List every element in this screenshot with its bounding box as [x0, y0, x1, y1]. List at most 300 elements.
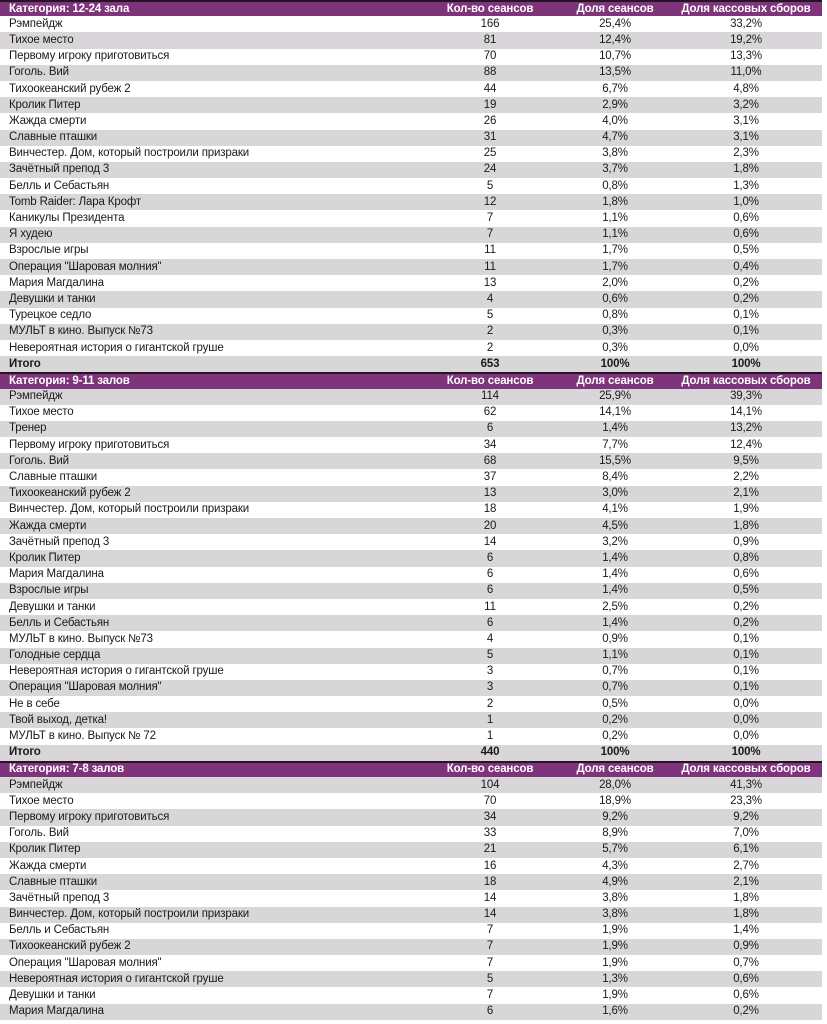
- movie-name-cell: Мария Магдалина: [9, 568, 104, 581]
- table-row: [0, 728, 822, 744]
- sessions-share-cell: 3,0%: [602, 487, 628, 500]
- column-header-0: Кол-во сеансов: [446, 2, 534, 15]
- table-row: [0, 324, 822, 340]
- table-row: [0, 113, 822, 129]
- boxoffice-share-cell: 0,5%: [733, 244, 759, 257]
- movie-name-cell: Tomb Raider: Лара Крофт: [9, 195, 142, 208]
- table-row: [0, 858, 822, 874]
- sessions-share-cell: 13,5%: [599, 66, 631, 79]
- table-row: [0, 534, 822, 550]
- sessions-share-cell: 0,8%: [602, 309, 628, 322]
- sessions-share-cell: 4,0%: [602, 114, 628, 127]
- table-row: [0, 1004, 822, 1020]
- boxoffice-share-cell: 0,2%: [733, 276, 759, 289]
- boxoffice-share-cell: 0,0%: [733, 713, 759, 726]
- boxoffice-share-cell: 12,4%: [730, 438, 762, 451]
- table-row: [0, 291, 822, 307]
- boxoffice-share-cell: 0,4%: [733, 260, 759, 273]
- sessions-count-cell: 11: [484, 260, 496, 273]
- table-row: [0, 502, 822, 518]
- boxoffice-share-cell: 3,2%: [733, 98, 759, 111]
- movie-name-cell: Твой выход, детка!: [9, 713, 107, 726]
- table-row: [0, 146, 822, 162]
- movie-name-cell: Невероятная история о гигантской груше: [9, 341, 224, 354]
- boxoffice-share-cell: 3,1%: [733, 114, 759, 127]
- table-row: [0, 259, 822, 275]
- movie-name-cell: Операция "Шаровая молния": [9, 260, 162, 273]
- table-row: [0, 939, 822, 955]
- sessions-share-cell: 0,2%: [602, 730, 628, 743]
- movie-name-cell: Взрослые игры: [9, 244, 89, 257]
- sessions-count-cell: 12: [483, 195, 497, 208]
- movie-name-cell: Первому игроку приготовиться: [9, 810, 170, 823]
- sessions-share-cell: 18,9%: [599, 794, 631, 807]
- sessions-count-cell: 5: [486, 179, 494, 192]
- sessions-share-cell: 14,1%: [599, 406, 631, 419]
- sessions-share-cell: 0,8%: [602, 179, 628, 192]
- table-row: [0, 550, 822, 566]
- table-row: [0, 210, 822, 226]
- boxoffice-share-cell: 9,5%: [733, 454, 759, 467]
- table-row: [0, 453, 822, 469]
- sessions-count-cell: 37: [483, 471, 497, 484]
- movie-name-cell: Гоголь. Вий: [9, 454, 69, 467]
- sessions-share-cell: 1,4%: [602, 551, 628, 564]
- sessions-share-cell: 1,4%: [602, 616, 628, 629]
- sessions-count-cell: 5: [486, 972, 494, 985]
- section-title: Категория: 12-24 зала: [9, 2, 130, 15]
- sessions-share-cell: 0,3%: [602, 325, 628, 338]
- movie-name-cell: Белль и Себастьян: [9, 924, 110, 937]
- movie-name-cell: МУЛЬТ в кино. Выпуск №73: [9, 325, 153, 338]
- sessions-share-cell: 0,9%: [602, 632, 628, 645]
- sessions-share-cell: 1,8%: [602, 195, 628, 208]
- movie-name-cell: Винчестер. Дом, который построили призраки: [9, 503, 250, 516]
- sessions-count-cell: 13: [483, 487, 497, 500]
- movie-name-cell: Кролик Питер: [9, 551, 81, 564]
- sessions-share-cell: 0,6%: [602, 292, 628, 305]
- boxoffice-share-cell: 41,3%: [730, 778, 762, 791]
- movie-name-cell: Девушки и танки: [9, 600, 96, 613]
- sessions-share-cell: 25,9%: [599, 390, 631, 403]
- table-row: [0, 987, 822, 1003]
- movie-name-cell: Тихоокеанский рубеж 2: [9, 82, 131, 95]
- table-row: [0, 469, 822, 485]
- sessions-share-cell: 9,2%: [602, 810, 628, 823]
- movie-name-cell: Жажда смерти: [9, 859, 87, 872]
- sessions-count-cell: 81: [483, 33, 497, 46]
- boxoffice-share-cell: 4,8%: [733, 82, 759, 95]
- table-row: [0, 32, 822, 48]
- table-row: [0, 842, 822, 858]
- sessions-share-cell: 2,0%: [602, 276, 628, 289]
- total-boxoffice-share-cell: 100%: [731, 357, 761, 370]
- movie-name-cell: Первому игроку приготовиться: [9, 438, 170, 451]
- sessions-count-cell: 2: [486, 697, 494, 710]
- sessions-share-cell: 6,7%: [602, 82, 628, 95]
- sessions-share-cell: 1,4%: [602, 568, 628, 581]
- sessions-share-cell: 8,9%: [602, 827, 628, 840]
- boxoffice-share-cell: 2,3%: [733, 147, 759, 160]
- movie-name-cell: Гоголь. Вий: [9, 66, 69, 79]
- sessions-share-cell: 1,9%: [602, 924, 628, 937]
- sessions-share-cell: 15,5%: [599, 454, 631, 467]
- table-row: [0, 227, 822, 243]
- table-row: [0, 49, 822, 65]
- table-row: [0, 890, 822, 906]
- sessions-share-cell: 3,8%: [602, 147, 628, 160]
- movie-name-cell: Славные пташки: [9, 471, 98, 484]
- sessions-share-cell: 0,7%: [602, 665, 628, 678]
- column-header-0: Кол-во сеансов: [446, 763, 534, 776]
- boxoffice-share-cell: 0,1%: [733, 681, 759, 694]
- table-row: [0, 194, 822, 210]
- sessions-share-cell: 0,7%: [602, 681, 628, 694]
- boxoffice-share-cell: 0,6%: [733, 972, 759, 985]
- boxoffice-share-cell: 0,6%: [733, 568, 759, 581]
- sessions-count-cell: 70: [483, 794, 497, 807]
- movie-name-cell: Тихоокеанский рубеж 2: [9, 487, 131, 500]
- sessions-share-cell: 0,3%: [602, 341, 628, 354]
- sessions-count-cell: 34: [483, 438, 497, 451]
- sessions-count-cell: 6: [486, 1005, 494, 1018]
- sessions-share-cell: 1,1%: [602, 649, 628, 662]
- sessions-count-cell: 16: [483, 859, 497, 872]
- movie-name-cell: Зачётный препод 3: [9, 891, 110, 904]
- table-row: [0, 793, 822, 809]
- boxoffice-share-cell: 0,0%: [733, 341, 759, 354]
- section-header-row: [0, 761, 822, 777]
- table-row: [0, 923, 822, 939]
- table-row: [0, 631, 822, 647]
- movie-name-cell: Славные пташки: [9, 875, 98, 888]
- sessions-count-cell: 11: [484, 600, 496, 613]
- table-row: [0, 243, 822, 259]
- sessions-share-cell: 1,1%: [602, 212, 628, 225]
- boxoffice-share-cell: 0,1%: [733, 325, 759, 338]
- total-boxoffice-share-cell: 100%: [731, 746, 761, 759]
- table-row: [0, 81, 822, 97]
- sessions-count-cell: 7: [486, 924, 494, 937]
- table-row: [0, 405, 822, 421]
- sessions-share-cell: 1,6%: [602, 1005, 628, 1018]
- boxoffice-share-cell: 1,9%: [733, 503, 759, 516]
- sessions-count-cell: 7: [486, 989, 494, 1002]
- boxoffice-share-cell: 0,0%: [733, 697, 759, 710]
- sessions-count-cell: 7: [486, 940, 494, 953]
- table-row: [0, 809, 822, 825]
- sessions-count-cell: 5: [486, 649, 494, 662]
- table-row: [0, 389, 822, 405]
- movie-name-cell: Жажда смерти: [9, 114, 87, 127]
- boxoffice-share-cell: 0,2%: [733, 1005, 759, 1018]
- sessions-share-cell: 1,7%: [602, 260, 628, 273]
- table-row: [0, 696, 822, 712]
- column-header-1: Доля сеансов: [576, 2, 654, 15]
- sessions-share-cell: 25,4%: [599, 17, 631, 30]
- sessions-count-cell: 7: [486, 956, 494, 969]
- sessions-count-cell: 25: [483, 147, 497, 160]
- boxoffice-share-cell: 1,8%: [733, 891, 759, 904]
- sessions-share-cell: 7,7%: [602, 438, 628, 451]
- sessions-count-cell: 26: [483, 114, 497, 127]
- table-row: [0, 518, 822, 534]
- sessions-count-cell: 3: [486, 681, 494, 694]
- table-row: [0, 486, 822, 502]
- table-row: [0, 907, 822, 923]
- boxoffice-share-cell: 1,3%: [733, 179, 759, 192]
- movie-name-cell: Голодные сердца: [9, 649, 101, 662]
- sessions-share-cell: 1,4%: [602, 584, 628, 597]
- sessions-share-cell: 4,1%: [602, 503, 628, 516]
- movie-name-cell: Белль и Себастьян: [9, 616, 110, 629]
- table-row: [0, 583, 822, 599]
- boxoffice-share-cell: 0,6%: [733, 989, 759, 1002]
- sessions-count-cell: 14: [483, 891, 497, 904]
- table-row: [0, 178, 822, 194]
- movie-name-cell: Не в себе: [9, 697, 60, 710]
- sessions-count-cell: 2: [486, 341, 494, 354]
- sessions-count-cell: 68: [483, 454, 497, 467]
- sessions-share-cell: 1,9%: [602, 989, 628, 1002]
- total-row: [0, 356, 822, 372]
- sessions-share-cell: 2,5%: [602, 600, 628, 613]
- column-header-1: Доля сеансов: [576, 763, 654, 776]
- movie-name-cell: МУЛЬТ в кино. Выпуск №73: [9, 632, 153, 645]
- sessions-share-cell: 1,7%: [602, 244, 628, 257]
- boxoffice-share-cell: 11,0%: [730, 66, 762, 79]
- movie-name-cell: Девушки и танки: [9, 292, 96, 305]
- sessions-count-cell: 33: [483, 827, 497, 840]
- boxoffice-share-cell: 1,4%: [733, 924, 759, 937]
- table-row: [0, 664, 822, 680]
- boxoffice-share-cell: 0,6%: [733, 228, 759, 241]
- sessions-count-cell: 34: [483, 810, 497, 823]
- boxoffice-share-cell: 19,2%: [730, 33, 762, 46]
- sessions-share-cell: 4,9%: [602, 875, 628, 888]
- sessions-count-cell: 6: [486, 568, 494, 581]
- movie-name-cell: Гоголь. Вий: [9, 827, 69, 840]
- movie-name-cell: Кролик Питер: [9, 98, 81, 111]
- sessions-share-cell: 4,7%: [602, 131, 628, 144]
- table-row: [0, 437, 822, 453]
- table-row: [0, 275, 822, 291]
- movie-name-cell: Невероятная история о гигантской груше: [9, 665, 224, 678]
- table-row: [0, 162, 822, 178]
- sessions-count-cell: 14: [483, 535, 497, 548]
- table-row: [0, 599, 822, 615]
- sessions-count-cell: 3: [486, 665, 494, 678]
- movie-name-cell: Жажда смерти: [9, 519, 87, 532]
- boxoffice-share-cell: 2,7%: [733, 859, 759, 872]
- sessions-count-cell: 6: [486, 616, 494, 629]
- sessions-share-cell: 1,3%: [602, 972, 628, 985]
- sessions-count-cell: 62: [483, 406, 497, 419]
- sessions-count-cell: 24: [483, 163, 497, 176]
- movie-name-cell: Операция "Шаровая молния": [9, 956, 162, 969]
- boxoffice-share-cell: 13,2%: [730, 422, 762, 435]
- section-title: Категория: 9-11 залов: [9, 374, 130, 387]
- boxoffice-share-cell: 1,8%: [733, 519, 759, 532]
- boxoffice-share-cell: 2,2%: [733, 471, 759, 484]
- sessions-share-cell: 4,5%: [602, 519, 628, 532]
- boxoffice-share-cell: 0,6%: [733, 212, 759, 225]
- total-label-cell: Итого: [9, 357, 41, 370]
- movie-name-cell: Славные пташки: [9, 131, 98, 144]
- sessions-count-cell: 11: [484, 244, 496, 257]
- movie-name-cell: Рэмпейдж: [9, 390, 63, 403]
- section-title: Категория: 7-8 залов: [9, 763, 125, 776]
- movie-name-cell: Тренер: [9, 422, 47, 435]
- table-row: [0, 777, 822, 793]
- movie-name-cell: Турецкое седло: [9, 309, 92, 322]
- sessions-count-cell: 6: [486, 551, 494, 564]
- movie-name-cell: Тихое место: [9, 794, 74, 807]
- sessions-share-cell: 2,9%: [602, 98, 628, 111]
- sessions-share-cell: 1,9%: [602, 940, 628, 953]
- boxoffice-share-cell: 0,1%: [733, 632, 759, 645]
- sessions-count-cell: 1: [486, 713, 494, 726]
- table-row: [0, 97, 822, 113]
- boxoffice-share-cell: 1,0%: [733, 195, 759, 208]
- column-header-2: Доля кассовых сборов: [681, 2, 811, 15]
- boxoffice-share-cell: 23,3%: [730, 794, 762, 807]
- movie-name-cell: Рэмпейдж: [9, 17, 63, 30]
- sessions-share-cell: 0,5%: [602, 697, 628, 710]
- sessions-share-cell: 10,7%: [599, 50, 631, 63]
- movie-name-cell: Невероятная история о гигантской груше: [9, 972, 224, 985]
- sessions-count-cell: 19: [483, 98, 497, 111]
- boxoffice-share-cell: 2,1%: [733, 875, 759, 888]
- boxoffice-share-cell: 13,3%: [730, 50, 762, 63]
- sessions-share-cell: 5,7%: [602, 843, 628, 856]
- sessions-share-cell: 0,2%: [602, 713, 628, 726]
- movie-name-cell: Рэмпейдж: [9, 778, 63, 791]
- total-row: [0, 745, 822, 761]
- table-row: [0, 955, 822, 971]
- boxoffice-share-cell: 0,8%: [733, 551, 759, 564]
- movie-name-cell: Каникулы Президента: [9, 212, 125, 225]
- table-row: [0, 712, 822, 728]
- movie-name-cell: Винчестер. Дом, который построили призраки: [9, 147, 250, 160]
- table-row: [0, 65, 822, 81]
- boxoffice-share-cell: 14,1%: [730, 406, 762, 419]
- movie-name-cell: Тихое место: [9, 406, 74, 419]
- boxoffice-share-cell: 9,2%: [733, 810, 759, 823]
- movie-name-cell: Я худею: [9, 228, 53, 241]
- boxoffice-share-cell: 2,1%: [733, 487, 759, 500]
- movie-name-cell: Тихоокеанский рубеж 2: [9, 940, 131, 953]
- sessions-share-cell: 12,4%: [599, 33, 631, 46]
- sessions-count-cell: 7: [486, 228, 494, 241]
- section-header-row: [0, 372, 822, 388]
- movie-name-cell: Белль и Себастьян: [9, 179, 110, 192]
- column-header-1: Доля сеансов: [576, 374, 654, 387]
- table-row: [0, 16, 822, 32]
- sessions-count-cell: 104: [480, 778, 500, 791]
- table-row: [0, 130, 822, 146]
- sessions-share-cell: 28,0%: [599, 778, 631, 791]
- sessions-count-cell: 13: [483, 276, 497, 289]
- table-row: [0, 874, 822, 890]
- sessions-count-cell: 70: [483, 50, 497, 63]
- sessions-share-cell: 1,1%: [602, 228, 628, 241]
- table-row: [0, 680, 822, 696]
- sessions-count-cell: 20: [483, 519, 497, 532]
- boxoffice-share-cell: 0,2%: [733, 616, 759, 629]
- sessions-share-cell: 3,2%: [602, 535, 628, 548]
- movie-name-cell: Зачётный препод 3: [9, 535, 110, 548]
- table-row: [0, 648, 822, 664]
- sessions-share-cell: 8,4%: [602, 471, 628, 484]
- movie-name-cell: Взрослые игры: [9, 584, 89, 597]
- sessions-count-cell: 7: [486, 212, 494, 225]
- movie-name-cell: Операция "Шаровая молния": [9, 681, 162, 694]
- total-sessions-cell: 440: [480, 746, 500, 759]
- sessions-count-cell: 14: [483, 908, 497, 921]
- boxoffice-share-cell: 7,0%: [733, 827, 759, 840]
- sessions-count-cell: 1: [486, 730, 494, 743]
- boxoffice-share-cell: 39,3%: [730, 390, 762, 403]
- sessions-count-cell: 18: [483, 875, 497, 888]
- movie-name-cell: Зачётный препод 3: [9, 163, 110, 176]
- total-label-cell: Итого: [9, 746, 41, 759]
- sessions-count-cell: 21: [483, 843, 497, 856]
- table-row: [0, 971, 822, 987]
- section-header-row: [0, 0, 822, 16]
- sessions-count-cell: 6: [486, 422, 494, 435]
- table-row: [0, 615, 822, 631]
- boxoffice-share-cell: 0,1%: [733, 309, 759, 322]
- table-row: [0, 826, 822, 842]
- sessions-count-cell: 4: [486, 632, 494, 645]
- total-sessions-cell: 653: [480, 357, 500, 370]
- movie-name-cell: Мария Магдалина: [9, 276, 104, 289]
- boxoffice-share-cell: 0,9%: [733, 535, 759, 548]
- movie-name-cell: Винчестер. Дом, который построили призраки: [9, 908, 250, 921]
- movie-name-cell: Кролик Питер: [9, 843, 81, 856]
- boxoffice-share-cell: 6,1%: [733, 843, 759, 856]
- sessions-count-cell: 4: [486, 292, 494, 305]
- table-row: [0, 340, 822, 356]
- sessions-share-cell: 3,8%: [602, 891, 628, 904]
- sessions-count-cell: 5: [486, 309, 494, 322]
- sessions-count-cell: 114: [481, 390, 499, 403]
- sessions-count-cell: 31: [483, 131, 497, 144]
- movie-name-cell: Первому игроку приготовиться: [9, 50, 170, 63]
- boxoffice-share-cell: 0,2%: [733, 292, 759, 305]
- sessions-count-cell: 166: [480, 17, 500, 30]
- boxoffice-share-cell: 0,1%: [733, 649, 759, 662]
- sessions-share-cell: 4,3%: [602, 859, 628, 872]
- boxoffice-share-cell: 0,5%: [733, 584, 759, 597]
- table-row: [0, 421, 822, 437]
- movie-name-cell: Мария Магдалина: [9, 1005, 104, 1018]
- sessions-count-cell: 6: [486, 584, 494, 597]
- sessions-count-cell: 44: [483, 82, 497, 95]
- sessions-share-cell: 1,9%: [602, 956, 628, 969]
- total-sessions-share-cell: 100%: [600, 357, 630, 370]
- movie-name-cell: Тихое место: [9, 33, 74, 46]
- boxoffice-share-cell: 0,7%: [733, 956, 759, 969]
- boxoffice-share-cell: 0,1%: [733, 665, 759, 678]
- sessions-count-cell: 88: [483, 66, 497, 79]
- column-header-2: Доля кассовых сборов: [681, 374, 811, 387]
- column-header-2: Доля кассовых сборов: [681, 763, 811, 776]
- boxoffice-share-cell: 1,8%: [733, 163, 759, 176]
- movie-name-cell: МУЛЬТ в кино. Выпуск № 72: [9, 730, 156, 743]
- boxoffice-share-cell: 0,2%: [733, 600, 759, 613]
